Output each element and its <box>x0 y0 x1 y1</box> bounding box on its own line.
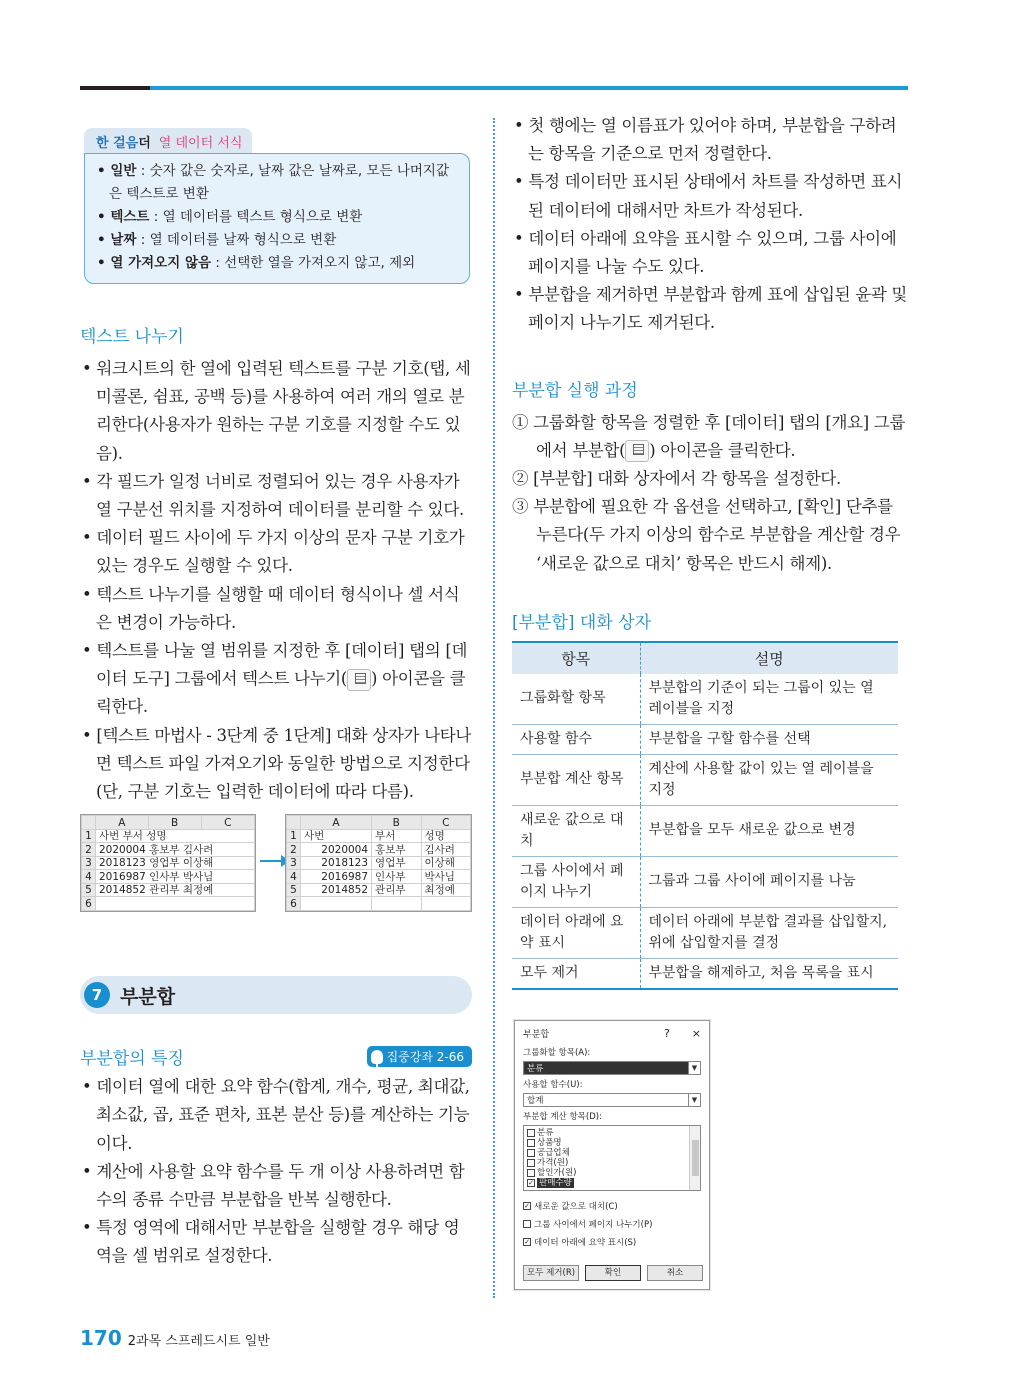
dialog-buttons <box>523 1265 703 1281</box>
microphone-icon <box>371 1050 383 1064</box>
col-header: A <box>301 816 372 830</box>
row-number: 2 <box>82 843 96 857</box>
table-cell: 부분합의 기준이 되는 그룹이 있는 열 레이블을 지정 <box>640 674 898 725</box>
group-select[interactable] <box>523 1061 701 1075</box>
sheet-cell: 박사님 <box>421 870 470 884</box>
row-number: 4 <box>82 870 96 884</box>
calc-item[interactable] <box>527 1178 686 1188</box>
cancel-button[interactable]: 취소 <box>647 1265 703 1281</box>
section-number: 7 <box>84 982 110 1008</box>
sheet-cell: 2014852 <box>301 883 372 897</box>
text-split-bullet: • 워크시트의 한 열에 입력된 텍스트를 구분 기호(탭, 세미콜론, 쉼표, 공백 등)를 사용하여 여러 개의 열로 분리한다(사용자가 원하는 구분 기호를 지정할 수도 있음). <box>80 355 472 468</box>
sheet-cell <box>96 897 255 911</box>
process-steps <box>512 409 908 578</box>
tip-tab-prefix: 한 걸음 <box>96 136 139 151</box>
sheet-cell: 영업부 <box>372 856 421 870</box>
subtotal-feature-bullet: • 데이터 열에 대한 요약 함수(합계, 개수, 평균, 최대값, 최소값, 곱, 표준 편차, 표본 분산 등)를 계산하는 기능이다. <box>80 1073 472 1158</box>
tip-text: : 열 데이터를 날짜 형식으로 변환 <box>136 232 337 248</box>
table-row <box>512 907 898 958</box>
table-cell: 데이터 아래에 부분합 결과를 삽입할지, 위에 삽입할지를 결정 <box>640 907 898 958</box>
sheet-cell: 관리부 <box>372 883 421 897</box>
function-select[interactable] <box>523 1093 701 1107</box>
ok-button[interactable]: 확인 <box>585 1265 641 1281</box>
checkbox[interactable] <box>527 1159 535 1167</box>
checkbox[interactable] <box>527 1129 535 1137</box>
sheet-cell: 2020004 <box>301 843 372 857</box>
table-cell: 모두 제거 <box>512 958 640 989</box>
table-row <box>512 724 898 754</box>
option-label: 데이터 아래에 요약 표시(S) <box>534 1237 637 1248</box>
checkbox-checked[interactable]: ✓ <box>524 1201 530 1210</box>
table-row <box>512 754 898 805</box>
subtotal-note-bullet: • 부분합을 제거하면 부분합과 함께 표에 삽입된 윤곽 및 페이지 나누기도 제거된다. <box>512 281 908 337</box>
right-column <box>512 112 908 1290</box>
tip-item <box>97 160 459 206</box>
table-cell: 부분합 계산 항목 <box>512 754 640 805</box>
subtotal-note-bullet: • 특정 데이터만 표시된 상태에서 차트를 작성하면 표시된 데이터에 대해서만 차트가 작성된다. <box>512 168 908 224</box>
process-step <box>512 409 908 465</box>
text-split-list <box>80 355 472 806</box>
row-number: 5 <box>82 883 96 897</box>
table-row <box>512 805 898 856</box>
tip-term: 일반 <box>110 163 137 179</box>
sheet-cell: 2014852 관리부 최정예 <box>96 883 255 897</box>
calc-item[interactable] <box>527 1138 686 1148</box>
tip-title: 열 데이터 서식 <box>158 136 243 151</box>
sheet-cell: 홍보부 <box>372 843 421 857</box>
sheet-cell <box>372 897 421 911</box>
tip-tab-more: 더 <box>138 136 151 151</box>
text-split-heading: 텍스트 나누기 <box>80 327 184 347</box>
function-value: 합계 <box>527 1095 544 1106</box>
tip-item <box>97 229 459 252</box>
right-arrow-icon <box>260 860 288 862</box>
sheet-before <box>80 814 256 912</box>
table-cell: 새로운 값으로 대치 <box>512 805 640 856</box>
subtotal-features-heading: 부분합의 특징 <box>80 1049 184 1070</box>
text-split-bullet: • 데이터 필드 사이에 두 가지 이상의 문자 구분 기호가 있는 경우도 실행할 수 있다. <box>80 524 472 580</box>
sheet-cell <box>301 897 372 911</box>
checkbox-checked[interactable]: ✓ <box>524 1237 530 1246</box>
table-row <box>512 674 898 725</box>
table-cell: 그룹화할 항목 <box>512 674 640 725</box>
close-button[interactable]: × <box>691 1026 701 1040</box>
lecture-badge[interactable] <box>367 1046 472 1067</box>
dialog-title: 부분합 <box>523 1029 550 1040</box>
calc-item[interactable] <box>527 1158 686 1168</box>
subtotal-note-bullet: • 데이터 아래에 요약을 표시할 수 있으며, 그룹 사이에 페이지를 나눌 수도 있다. <box>512 225 908 281</box>
sheet-cell: 부서 <box>372 829 421 843</box>
dialog-titlebar <box>515 1021 709 1044</box>
table-cell: 사용할 함수 <box>512 724 640 754</box>
row-number: 6 <box>82 897 96 911</box>
text-split-bullet: • [텍스트 마법사 - 3단계 중 1단계] 대화 상자가 나타나면 텍스트 파일 가져오기와 동일한 방법으로 지정한다(단, 구분 기호는 입력한 데이터에 따라 다름). <box>80 722 472 807</box>
sheet-cell: 최정예 <box>421 883 470 897</box>
spreadsheet-examples <box>80 814 472 924</box>
checkbox[interactable] <box>527 1139 535 1147</box>
table-cell: 부분합을 모두 새로운 값으로 변경 <box>640 805 898 856</box>
sheet-cell: 2020004 홍보부 김사려 <box>96 843 255 857</box>
page-footer <box>80 1326 270 1350</box>
summary-option[interactable] <box>515 1233 709 1251</box>
option-label: 그룹 사이에서 페이지 나누기(P) <box>534 1219 653 1230</box>
calc-item-label: 공급업체 <box>537 1147 570 1158</box>
top-rule-blue <box>150 86 908 90</box>
text-split-bullet <box>80 637 472 722</box>
row-number: 3 <box>82 856 96 870</box>
calc-item-label: 할인가(원) <box>537 1167 577 1178</box>
col-header: A <box>96 816 149 830</box>
table-cell: 데이터 아래에 요약 표시 <box>512 907 640 958</box>
table-cell: 부분합을 해제하고, 처음 목록을 표시 <box>640 958 898 989</box>
text-split-bullet: • 텍스트 나누기를 실행할 때 데이터 형식이나 셀 서식은 변경이 가능하다. <box>80 581 472 637</box>
process-step: ② [부분합] 대화 상자에서 각 항목을 설정한다. <box>512 469 841 489</box>
table-cell: 부분합을 구할 함수를 선택 <box>640 724 898 754</box>
corner-cell <box>82 816 96 830</box>
sheet-after <box>285 814 472 912</box>
process-heading: 부분합 실행 과정 <box>512 380 638 401</box>
subtotal-icon <box>625 440 649 462</box>
tip-text: : 숫자 값은 숫자로, 날짜 값은 날짜로, 모든 나머지값은 텍스트로 변환 <box>109 163 450 202</box>
sheet-cell: 2016987 인사부 박사님 <box>96 870 255 884</box>
tip-item <box>97 206 459 229</box>
group-label: 그룹화할 항목(A): <box>523 1047 591 1058</box>
tip-term: 열 가져오지 않음 <box>110 255 212 271</box>
checkbox[interactable] <box>527 1169 535 1177</box>
sheet-cell: 2018123 <box>301 856 372 870</box>
help-button[interactable]: ? <box>663 1026 670 1040</box>
calc-item-label: 판매수량 <box>539 1177 572 1188</box>
row-number: 4 <box>287 870 301 884</box>
lecture-label: 집중강좌 2-66 <box>386 1050 464 1065</box>
chapter-label: 2과목 스프레드시트 일반 <box>127 1334 270 1349</box>
option-label: 새로운 값으로 대치(C) <box>534 1201 618 1212</box>
row-number: 1 <box>82 829 96 843</box>
calc-items-label: 부분합 계산 항목(D): <box>523 1111 602 1122</box>
calc-item-label: 가격(원) <box>537 1157 569 1168</box>
sheet-cell: 인사부 <box>372 870 421 884</box>
table-header: 항목 <box>512 642 640 674</box>
table-cell: 계산에 사용할 값이 있는 열 레이블을 지정 <box>640 754 898 805</box>
col-header: C <box>421 816 470 830</box>
page-number: 170 <box>80 1326 122 1350</box>
calc-item-label: 분류 <box>537 1127 554 1138</box>
subtotal-features-header <box>80 1044 472 1069</box>
step1-part-a: ① 그룹화할 항목을 정렬한 후 [데이터] 탭의 [개요] 그룹에서 부분합( <box>512 412 906 460</box>
table-row <box>512 958 898 989</box>
row-number: 5 <box>287 883 301 897</box>
tip-text: : 선택한 열을 가져오지 않고, 제외 <box>211 255 416 271</box>
row-number: 1 <box>287 829 301 843</box>
text-to-columns-icon <box>347 669 371 691</box>
table-row <box>512 856 898 907</box>
tip-box <box>84 128 470 284</box>
section-title: 부분합 <box>120 985 176 1008</box>
group-value: 분류 <box>527 1063 544 1074</box>
checkbox[interactable] <box>527 1149 535 1157</box>
remove-all-button[interactable]: 모두 제거(R) <box>523 1265 579 1281</box>
replace-option[interactable] <box>515 1197 709 1215</box>
sheet-cell: 2018123 영업부 이상해 <box>96 856 255 870</box>
calc-item[interactable] <box>527 1168 686 1178</box>
sheet-cell: 사번 부서 성명 <box>96 829 255 843</box>
chevron-down-icon[interactable]: ▼ <box>688 1062 700 1074</box>
row-number: 2 <box>287 843 301 857</box>
sheet-cell: 사번 <box>301 829 372 843</box>
dialog-table-heading: [부분합] 대화 상자 <box>512 612 652 633</box>
function-label: 사용할 함수(U): <box>523 1079 583 1090</box>
process-step: ③ 부분합에 필요한 각 옵션을 선택하고, [확인] 단추를 누른다(두 가지 이상의 함수로 부분합을 계산할 경우 ‘새로운 값으로 대치’ 항목은 반드시 해제). <box>512 497 901 573</box>
tip-term: 날짜 <box>110 232 137 248</box>
table-cell: 그룹과 그룹 사이에 페이지를 나눔 <box>640 856 898 907</box>
pagebreak-option[interactable] <box>515 1215 709 1233</box>
calc-item-label: 상품명 <box>537 1137 562 1148</box>
calc-item[interactable] <box>527 1128 686 1138</box>
step1-part-b: ) 아이콘을 클릭한다. <box>649 440 796 460</box>
subtotal-notes-list <box>512 112 908 338</box>
scrollbar[interactable] <box>689 1126 700 1190</box>
sheet-cell: 성명 <box>421 829 470 843</box>
col-header: B <box>372 816 421 830</box>
checkbox-checked[interactable]: ✓ <box>528 1178 534 1187</box>
dialog-options-table <box>512 641 898 990</box>
col-header: B <box>148 816 201 830</box>
left-column <box>80 116 472 1271</box>
subtotal-dialog <box>514 1020 710 1290</box>
subtotal-feature-bullet: • 계산에 사용할 요약 함수를 두 개 이상 사용하려면 함수의 종류 수만큼 부분합을 반복 실행한다. <box>80 1158 472 1214</box>
calc-items-list[interactable] <box>523 1125 701 1191</box>
tip-tab <box>84 128 252 153</box>
tip-list <box>84 153 470 284</box>
row-number: 3 <box>287 856 301 870</box>
calc-item[interactable] <box>527 1148 686 1158</box>
sheet-cell: 이상해 <box>421 856 470 870</box>
table-cell: 그룹 사이에서 페이지 나누기 <box>512 856 640 907</box>
top-rule-dark <box>80 86 150 90</box>
section-7-bar <box>80 976 472 1014</box>
table-header: 설명 <box>640 642 898 674</box>
subtotal-features-list <box>80 1073 472 1270</box>
bullet5-part-b: ) 아이콘을 클릭한다. <box>96 669 466 717</box>
col-header: C <box>201 816 254 830</box>
sheet-cell: 김사려 <box>421 843 470 857</box>
tip-text: : 열 데이터를 텍스트 형식으로 변환 <box>149 209 363 225</box>
subtotal-feature-bullet: • 특정 영역에 대해서만 부분합을 실행할 경우 해당 영역을 셀 범위로 설정한다. <box>80 1214 472 1270</box>
column-divider <box>493 118 495 1298</box>
row-number: 6 <box>287 897 301 911</box>
tip-item <box>97 252 459 275</box>
corner-cell <box>287 816 301 830</box>
sheet-cell <box>421 897 470 911</box>
text-split-bullet: • 각 필드가 일정 너비로 정렬되어 있는 경우 사용자가 열 구분선 위치를 지정하여 데이터를 분리할 수 있다. <box>80 468 472 524</box>
chevron-down-icon[interactable]: ▼ <box>688 1094 700 1106</box>
subtotal-note-bullet: • 첫 행에는 열 이름표가 있어야 하며, 부분합을 구하려는 항목을 기준으로 먼저 정렬한다. <box>512 112 908 168</box>
tip-term: 텍스트 <box>110 209 150 225</box>
bullet5-part-a: 텍스트를 나눌 열 범위를 지정한 후 [데이터] 탭의 [데이터 도구] 그룹에서 텍스트 나누기( <box>96 641 468 689</box>
checkbox[interactable] <box>523 1220 531 1228</box>
sheet-cell: 2016987 <box>301 870 372 884</box>
